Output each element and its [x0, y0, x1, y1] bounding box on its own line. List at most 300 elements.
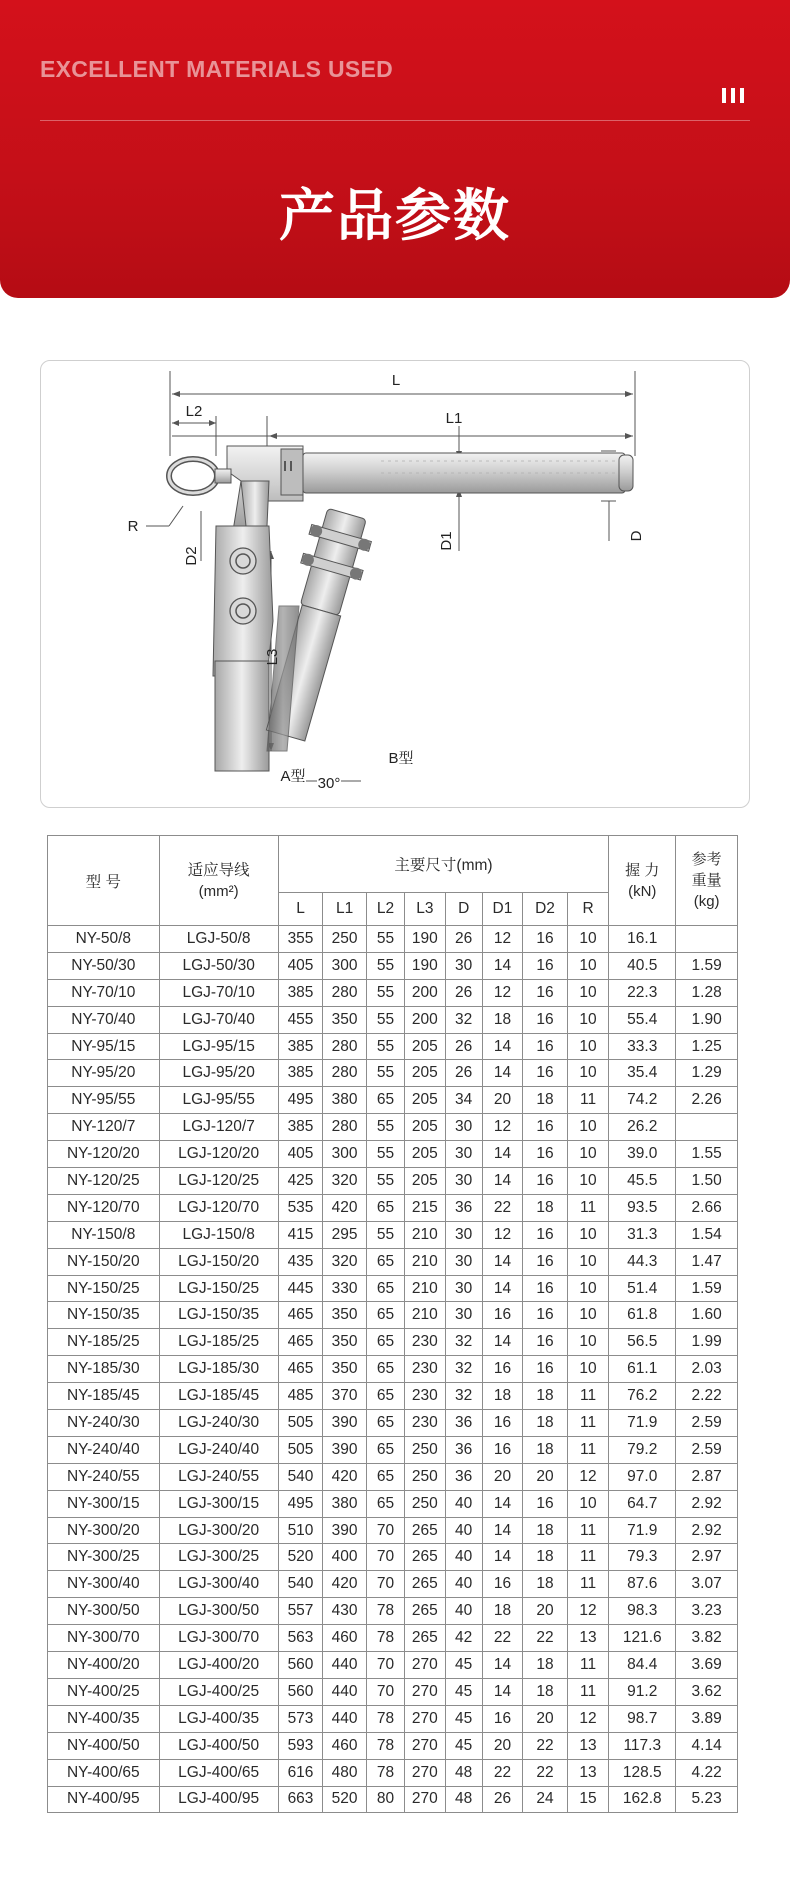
label-type-b: B型	[388, 750, 414, 767]
cell-l3: 250	[405, 1436, 445, 1463]
cell-weight: 1.47	[676, 1248, 738, 1275]
header-dim-r: R	[567, 893, 608, 926]
cell-model: NY-150/25	[48, 1275, 160, 1302]
cell-grip: 51.4	[609, 1275, 676, 1302]
cell-grip: 87.6	[609, 1571, 676, 1598]
cell-d2: 18	[523, 1410, 568, 1437]
cell-d: 32	[445, 1006, 482, 1033]
cell-l: 385	[278, 1114, 323, 1141]
cell-l: 593	[278, 1732, 323, 1759]
table-row	[48, 1436, 738, 1463]
cell-d1: 16	[482, 1436, 522, 1463]
cell-l1: 320	[323, 1248, 367, 1275]
cell-l: 485	[278, 1383, 323, 1410]
cell-model: NY-150/20	[48, 1248, 160, 1275]
cell-r: 13	[567, 1732, 608, 1759]
cell-l: 560	[278, 1652, 323, 1679]
table-row	[48, 1463, 738, 1490]
cell-model: NY-400/65	[48, 1759, 160, 1786]
cell-conductor: LGJ-240/55	[159, 1463, 278, 1490]
cell-conductor: LGJ-150/20	[159, 1248, 278, 1275]
cell-model: NY-400/20	[48, 1652, 160, 1679]
cell-l1: 320	[323, 1168, 367, 1195]
cell-l2: 70	[366, 1652, 404, 1679]
cell-l3: 205	[405, 1087, 445, 1114]
cell-conductor: LGJ-185/45	[159, 1383, 278, 1410]
cell-r: 11	[567, 1410, 608, 1437]
cell-l1: 350	[323, 1302, 367, 1329]
cell-l3: 230	[405, 1410, 445, 1437]
header-conductor-unit: (mm²)	[198, 882, 239, 900]
cell-r: 10	[567, 1060, 608, 1087]
header-dim-l3: L3	[405, 893, 445, 926]
table-row	[48, 1410, 738, 1437]
cell-grip: 35.4	[609, 1060, 676, 1087]
cell-l: 540	[278, 1571, 323, 1598]
cell-conductor: LGJ-300/20	[159, 1517, 278, 1544]
label-L: L	[391, 372, 401, 389]
cell-conductor: LGJ-150/8	[159, 1221, 278, 1248]
cell-r: 10	[567, 1275, 608, 1302]
cell-weight: 2.66	[676, 1194, 738, 1221]
cell-d: 32	[445, 1329, 482, 1356]
cell-d1: 14	[482, 1168, 522, 1195]
cell-grip: 71.9	[609, 1517, 676, 1544]
page-title: 产品参数	[279, 184, 511, 249]
cell-d2: 24	[523, 1786, 568, 1813]
cell-l1: 250	[323, 926, 367, 953]
cell-grip: 61.1	[609, 1356, 676, 1383]
table-row	[48, 1652, 738, 1679]
menu-bars-icon	[722, 88, 752, 106]
cell-d2: 18	[523, 1678, 568, 1705]
cell-r: 11	[567, 1194, 608, 1221]
cell-d2: 18	[523, 1087, 568, 1114]
cell-d1: 18	[482, 1383, 522, 1410]
table-row	[48, 1598, 738, 1625]
cell-d: 48	[445, 1759, 482, 1786]
cell-l1: 460	[323, 1732, 367, 1759]
cell-d1: 14	[482, 1678, 522, 1705]
cell-grip: 162.8	[609, 1786, 676, 1813]
cell-r: 11	[567, 1571, 608, 1598]
cell-l1: 400	[323, 1544, 367, 1571]
cell-l3: 210	[405, 1275, 445, 1302]
header-dim-l2: L2	[366, 893, 404, 926]
table-row	[48, 1625, 738, 1652]
table-row	[48, 1168, 738, 1195]
cell-l1: 330	[323, 1275, 367, 1302]
cell-d2: 16	[523, 1490, 568, 1517]
cell-l: 455	[278, 1006, 323, 1033]
cell-r: 11	[567, 1517, 608, 1544]
cell-d: 30	[445, 1168, 482, 1195]
label-type-a: A型	[280, 768, 306, 785]
cell-grip: 56.5	[609, 1329, 676, 1356]
cell-conductor: LGJ-300/70	[159, 1625, 278, 1652]
cell-grip: 93.5	[609, 1194, 676, 1221]
cell-r: 11	[567, 1087, 608, 1114]
cell-r: 15	[567, 1786, 608, 1813]
cell-conductor: LGJ-70/10	[159, 979, 278, 1006]
cell-l2: 65	[366, 1436, 404, 1463]
cell-l1: 390	[323, 1517, 367, 1544]
table-row	[48, 1383, 738, 1410]
cell-l2: 55	[366, 1221, 404, 1248]
table-row	[48, 1705, 738, 1732]
cell-d: 32	[445, 1356, 482, 1383]
table-row	[48, 1248, 738, 1275]
table-row	[48, 1194, 738, 1221]
cell-d1: 16	[482, 1302, 522, 1329]
cell-l2: 55	[366, 1006, 404, 1033]
cell-l3: 210	[405, 1248, 445, 1275]
cell-d1: 22	[482, 1194, 522, 1221]
cell-grip: 76.2	[609, 1383, 676, 1410]
header-weight	[676, 836, 738, 926]
cell-l3: 265	[405, 1544, 445, 1571]
cell-l3: 230	[405, 1356, 445, 1383]
table-row	[48, 1356, 738, 1383]
cell-l1: 280	[323, 1033, 367, 1060]
cell-conductor: LGJ-400/20	[159, 1652, 278, 1679]
cell-l: 445	[278, 1275, 323, 1302]
cell-weight: 2.97	[676, 1544, 738, 1571]
table-row	[48, 1060, 738, 1087]
cell-r: 10	[567, 1168, 608, 1195]
cell-conductor: LGJ-400/50	[159, 1732, 278, 1759]
header-dim-l1: L1	[323, 893, 367, 926]
cell-l2: 65	[366, 1356, 404, 1383]
cell-l3: 270	[405, 1652, 445, 1679]
cell-l2: 70	[366, 1678, 404, 1705]
cell-weight: 2.59	[676, 1410, 738, 1437]
cell-l3: 265	[405, 1571, 445, 1598]
cell-d1: 16	[482, 1356, 522, 1383]
cell-conductor: LGJ-120/25	[159, 1168, 278, 1195]
cell-l1: 420	[323, 1463, 367, 1490]
cell-weight: 2.59	[676, 1436, 738, 1463]
cell-l2: 55	[366, 952, 404, 979]
cell-l3: 205	[405, 1033, 445, 1060]
cell-l2: 78	[366, 1732, 404, 1759]
cell-d2: 16	[523, 1141, 568, 1168]
cell-l: 465	[278, 1302, 323, 1329]
cell-d: 30	[445, 1141, 482, 1168]
cell-d1: 12	[482, 979, 522, 1006]
header-main-dims: 主要尺寸(mm)	[278, 836, 609, 893]
cell-l3: 200	[405, 1006, 445, 1033]
cell-r: 10	[567, 1141, 608, 1168]
cell-d2: 22	[523, 1732, 568, 1759]
cell-weight	[676, 926, 738, 953]
cell-d2: 18	[523, 1383, 568, 1410]
cell-grip: 97.0	[609, 1463, 676, 1490]
cell-l1: 520	[323, 1786, 367, 1813]
cell-conductor: LGJ-150/35	[159, 1302, 278, 1329]
cell-l: 573	[278, 1705, 323, 1732]
cell-weight	[676, 1114, 738, 1141]
cell-model: NY-120/25	[48, 1168, 160, 1195]
cell-model: NY-150/35	[48, 1302, 160, 1329]
cell-d1: 20	[482, 1463, 522, 1490]
cell-l2: 65	[366, 1410, 404, 1437]
cell-d2: 20	[523, 1463, 568, 1490]
cell-l: 505	[278, 1410, 323, 1437]
cell-weight: 1.25	[676, 1033, 738, 1060]
cell-l3: 230	[405, 1329, 445, 1356]
header-divider	[40, 120, 750, 121]
cell-d: 36	[445, 1463, 482, 1490]
cell-d1: 14	[482, 1248, 522, 1275]
cell-grip: 98.3	[609, 1598, 676, 1625]
cell-l3: 205	[405, 1141, 445, 1168]
cell-d2: 16	[523, 1329, 568, 1356]
cell-d1: 12	[482, 926, 522, 953]
cell-l1: 350	[323, 1006, 367, 1033]
table-row	[48, 926, 738, 953]
spec-table	[47, 835, 738, 1813]
cell-d2: 16	[523, 952, 568, 979]
cell-l2: 65	[366, 1248, 404, 1275]
cell-d: 40	[445, 1544, 482, 1571]
cell-conductor: LGJ-50/30	[159, 952, 278, 979]
cell-l3: 265	[405, 1598, 445, 1625]
cell-weight: 1.59	[676, 1275, 738, 1302]
cell-d1: 26	[482, 1786, 522, 1813]
header-conductor	[159, 836, 278, 926]
cell-l1: 280	[323, 1060, 367, 1087]
cell-grip: 121.6	[609, 1625, 676, 1652]
cell-l2: 78	[366, 1598, 404, 1625]
cell-r: 11	[567, 1436, 608, 1463]
cell-l: 616	[278, 1759, 323, 1786]
cell-conductor: LGJ-400/25	[159, 1678, 278, 1705]
cell-d: 30	[445, 1248, 482, 1275]
cell-l: 385	[278, 1033, 323, 1060]
header-dim-l: L	[278, 893, 323, 926]
cell-l: 663	[278, 1786, 323, 1813]
header-grip-label: 握 力	[625, 861, 660, 879]
cell-l: 425	[278, 1168, 323, 1195]
cell-weight: 3.69	[676, 1652, 738, 1679]
cell-l3: 205	[405, 1060, 445, 1087]
table-row	[48, 1329, 738, 1356]
cell-model: NY-240/40	[48, 1436, 160, 1463]
cell-d: 45	[445, 1732, 482, 1759]
cell-conductor: LGJ-120/7	[159, 1114, 278, 1141]
cell-weight: 2.03	[676, 1356, 738, 1383]
cell-l: 495	[278, 1490, 323, 1517]
cell-weight: 1.99	[676, 1329, 738, 1356]
cell-d2: 18	[523, 1652, 568, 1679]
cell-r: 12	[567, 1598, 608, 1625]
cell-grip: 79.3	[609, 1544, 676, 1571]
cell-l1: 480	[323, 1759, 367, 1786]
cell-conductor: LGJ-300/50	[159, 1598, 278, 1625]
cell-l2: 65	[366, 1329, 404, 1356]
cell-d1: 14	[482, 1329, 522, 1356]
cell-l1: 300	[323, 1141, 367, 1168]
cell-d: 32	[445, 1383, 482, 1410]
cell-d2: 16	[523, 1033, 568, 1060]
cell-l2: 65	[366, 1463, 404, 1490]
cell-r: 10	[567, 1490, 608, 1517]
cell-r: 11	[567, 1652, 608, 1679]
cell-l3: 205	[405, 1168, 445, 1195]
cell-model: NY-400/25	[48, 1678, 160, 1705]
cell-d1: 14	[482, 952, 522, 979]
cell-conductor: LGJ-120/70	[159, 1194, 278, 1221]
cell-l2: 55	[366, 1033, 404, 1060]
cell-conductor: LGJ-185/30	[159, 1356, 278, 1383]
cell-weight: 1.60	[676, 1302, 738, 1329]
cell-l1: 430	[323, 1598, 367, 1625]
cell-conductor: LGJ-50/8	[159, 926, 278, 953]
cell-l2: 65	[366, 1194, 404, 1221]
cell-d2: 18	[523, 1436, 568, 1463]
cell-l2: 55	[366, 926, 404, 953]
cell-d2: 22	[523, 1759, 568, 1786]
cell-d2: 22	[523, 1625, 568, 1652]
table-row	[48, 1678, 738, 1705]
cell-weight: 2.26	[676, 1087, 738, 1114]
cell-l1: 440	[323, 1652, 367, 1679]
cell-l3: 190	[405, 952, 445, 979]
cell-weight: 5.23	[676, 1786, 738, 1813]
cell-l: 405	[278, 952, 323, 979]
cell-conductor: LGJ-95/55	[159, 1087, 278, 1114]
cell-l2: 55	[366, 1114, 404, 1141]
cell-l3: 265	[405, 1625, 445, 1652]
cell-l: 385	[278, 979, 323, 1006]
cell-grip: 45.5	[609, 1168, 676, 1195]
cell-l3: 205	[405, 1114, 445, 1141]
cell-weight: 2.92	[676, 1490, 738, 1517]
table-row	[48, 1517, 738, 1544]
cell-d: 45	[445, 1652, 482, 1679]
table-row	[48, 1141, 738, 1168]
cell-weight: 1.28	[676, 979, 738, 1006]
cell-r: 13	[567, 1759, 608, 1786]
cell-model: NY-70/10	[48, 979, 160, 1006]
cell-l2: 70	[366, 1571, 404, 1598]
cell-d1: 14	[482, 1033, 522, 1060]
cell-model: NY-185/30	[48, 1356, 160, 1383]
cell-l: 355	[278, 926, 323, 953]
header-dim-d2: D2	[523, 893, 568, 926]
cell-d: 40	[445, 1598, 482, 1625]
cell-model: NY-300/15	[48, 1490, 160, 1517]
cell-grip: 84.4	[609, 1652, 676, 1679]
cell-grip: 61.8	[609, 1302, 676, 1329]
cell-l1: 380	[323, 1490, 367, 1517]
table-row	[48, 1490, 738, 1517]
cell-d1: 20	[482, 1732, 522, 1759]
cell-model: NY-300/50	[48, 1598, 160, 1625]
cell-l3: 190	[405, 926, 445, 953]
label-D1: D1	[438, 531, 455, 551]
cell-l3: 250	[405, 1490, 445, 1517]
header-banner	[0, 0, 790, 298]
cell-l1: 390	[323, 1436, 367, 1463]
table-row	[48, 1732, 738, 1759]
cell-model: NY-400/95	[48, 1786, 160, 1813]
cell-l: 465	[278, 1356, 323, 1383]
cell-l: 505	[278, 1436, 323, 1463]
cell-d1: 16	[482, 1571, 522, 1598]
cell-d2: 16	[523, 926, 568, 953]
cell-l1: 390	[323, 1410, 367, 1437]
header-grip	[609, 836, 676, 926]
cell-conductor: LGJ-300/25	[159, 1544, 278, 1571]
cell-l3: 210	[405, 1221, 445, 1248]
cell-d: 30	[445, 952, 482, 979]
cell-d1: 22	[482, 1759, 522, 1786]
cell-d1: 16	[482, 1705, 522, 1732]
cell-grip: 74.2	[609, 1087, 676, 1114]
header-conductor-label: 适应导线	[187, 861, 250, 879]
cell-l1: 295	[323, 1221, 367, 1248]
cell-l3: 230	[405, 1383, 445, 1410]
header-subtitle-en: EXCELLENT MATERIALS USED	[40, 56, 394, 82]
cell-l2: 65	[366, 1383, 404, 1410]
strain-clamp-drawing	[41, 361, 751, 809]
label-L3: L3	[264, 648, 281, 666]
table-row	[48, 1544, 738, 1571]
cell-conductor: LGJ-95/20	[159, 1060, 278, 1087]
cell-l3: 270	[405, 1732, 445, 1759]
cell-d2: 16	[523, 979, 568, 1006]
cell-grip: 16.1	[609, 926, 676, 953]
cell-l: 385	[278, 1060, 323, 1087]
cell-d: 40	[445, 1517, 482, 1544]
cell-r: 11	[567, 1678, 608, 1705]
header-dim-d: D	[445, 893, 482, 926]
header-weight-line1: 参考	[691, 851, 722, 868]
cell-l1: 440	[323, 1705, 367, 1732]
cell-weight: 2.92	[676, 1517, 738, 1544]
cell-model: NY-95/55	[48, 1087, 160, 1114]
cell-l: 415	[278, 1221, 323, 1248]
cell-conductor: LGJ-70/40	[159, 1006, 278, 1033]
cell-grip: 98.7	[609, 1705, 676, 1732]
cell-l2: 65	[366, 1302, 404, 1329]
cell-l2: 70	[366, 1517, 404, 1544]
cell-grip: 91.2	[609, 1678, 676, 1705]
cell-model: NY-150/8	[48, 1221, 160, 1248]
cell-r: 11	[567, 1544, 608, 1571]
cell-d: 30	[445, 1302, 482, 1329]
cell-model: NY-185/25	[48, 1329, 160, 1356]
cell-l: 557	[278, 1598, 323, 1625]
cell-r: 11	[567, 1383, 608, 1410]
cell-weight: 3.23	[676, 1598, 738, 1625]
cell-d2: 18	[523, 1571, 568, 1598]
cell-l2: 55	[366, 1141, 404, 1168]
cell-l3: 270	[405, 1678, 445, 1705]
label-L1: L1	[445, 410, 463, 427]
header-weight-unit: (kg)	[693, 893, 720, 910]
cell-conductor: LGJ-185/25	[159, 1329, 278, 1356]
cell-d: 34	[445, 1087, 482, 1114]
cell-model: NY-400/35	[48, 1705, 160, 1732]
cell-r: 10	[567, 1033, 608, 1060]
cell-d: 45	[445, 1705, 482, 1732]
cell-grip: 22.3	[609, 979, 676, 1006]
cell-r: 10	[567, 952, 608, 979]
cell-l2: 80	[366, 1786, 404, 1813]
